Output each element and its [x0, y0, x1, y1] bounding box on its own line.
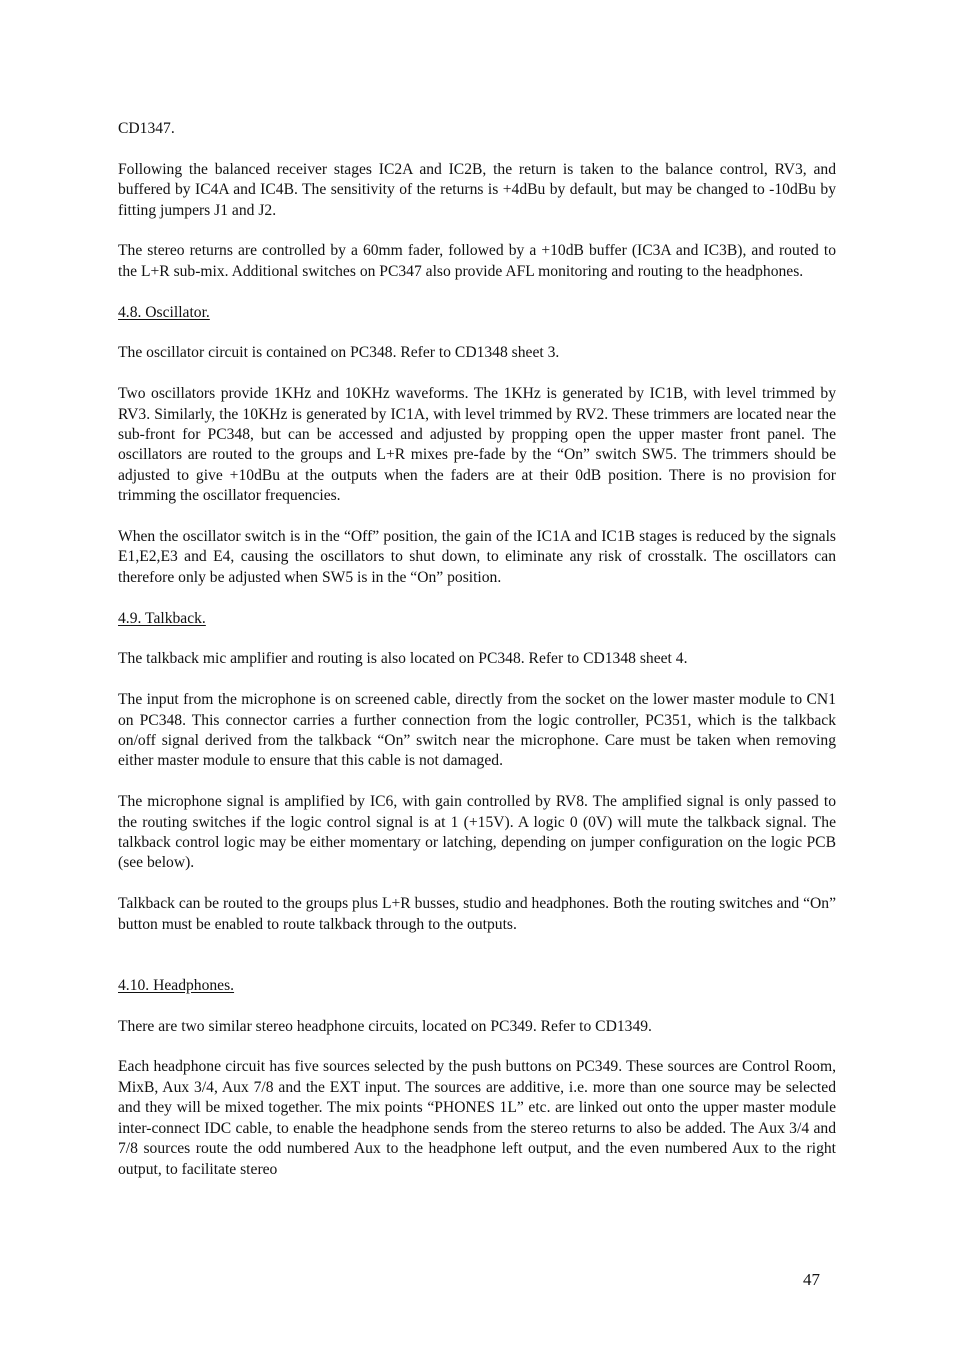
- paragraph-cd1347: CD1347.: [118, 120, 175, 137]
- page-number: 47: [803, 1270, 820, 1289]
- paragraph-spacer: [118, 221, 836, 241]
- paragraph-headphones-sources: Each headphone circuit has five sources selected by the push buttons on PC349. These sources are Control Room, MixB, Aux 3/4, Aux 7/8 and the EXT input. The sources are additive, i.e. more than one source may be selected and they will be mixed together. The mix points “PHONES 1L” etc. are linked out onto the upper master module inter-connect IDC cable, to enable the headphone sends from the stereo returns to also be added. The Aux 3/4 and 7/8 sources route the odd numbered Aux to the headphone left output, and the even numbered Aux to the right output, to facilitate stereo: [118, 1058, 836, 1178]
- paragraph-balanced-receiver: Following the balanced receiver stages IC2A and IC2B, the return is taken to the balance control, RV3, and buffered by IC4A and IC4B. The sensitivity of the returns is +4dBu by default, but may be changed to -10dBu by fitting jumpers J1 and J2.: [118, 160, 836, 219]
- paragraph-spacer: [118, 282, 836, 302]
- paragraph-spacer: [118, 323, 836, 343]
- paragraph-stereo-returns: The stereo returns are controlled by a 60mm fader, followed by a +10dB buffer (IC3A and IC3B), and routed to the L+R sub-mix. Additional switches on PC347 also provide AFL monitoring and routing to the headphones.: [118, 242, 836, 280]
- paragraph-talkback-amplified: The microphone signal is amplified by IC6, with gain controlled by RV8. The amplified signal is only passed to the routing switches if the logic control signal is at 1 (+15V). A logic 0 (0V) will mute the talkback signal. The talkback control logic may be either momentary or latching, depending on jumper configuration on the logic PCB (see below).: [118, 793, 836, 872]
- paragraph-spacer: [118, 629, 836, 649]
- paragraph-oscillator-waveforms: Two oscillators provide 1KHz and 10KHz waveforms. The 1KHz is generated by IC1B, with level trimmed by RV3. Similarly, the 10KHz is generated by IC1A, with level trimmed by RV2. These trimmers are located near the sub-front for PC348, but can be accessed and adjusted by propping open the upper master front panel. The oscillators are routed to the groups and L+R mixes pre-fade by the “On” switch SW5. The trimmers should be adjusted to give +10dBu at the outputs when the faders are at their 0dB position. There is no provision for trimming the oscillator frequencies.: [118, 385, 836, 505]
- paragraph-spacer: [118, 588, 836, 608]
- heading-headphones: 4.10. Headphones.: [118, 976, 235, 994]
- paragraph-oscillator-off: When the oscillator switch is in the “Off” position, the gain of the IC1A and IC1B stages is reduced by the signals E1,E2,E3 and E4, causing the oscillators to shut down, to eliminate any risk of crosstalk. The oscillators can therefore only be adjusted when SW5 is in the “On” position.: [118, 528, 836, 586]
- paragraph-spacer: [118, 996, 836, 1016]
- paragraph-spacer: [118, 1037, 836, 1057]
- heading-talkback: 4.9. Talkback.: [118, 609, 206, 627]
- paragraph-oscillator-location: The oscillator circuit is contained on PC348. Refer to CD1348 sheet 3.: [118, 344, 560, 362]
- paragraph-spacer: [118, 670, 836, 690]
- paragraph-spacer: [118, 364, 836, 384]
- paragraph-spacer: [118, 139, 836, 159]
- paragraph-talkback-input: The input from the microphone is on screened cable, directly from the socket on the lower master module to CN1 on PC348. This connector carries a further connection from the logic controller, PC351, which is the talkback on/off signal derived from the talkback “On” switch near the microphone. Care must be taken when removing either master module to ensure that this cable is not damaged.: [118, 691, 836, 770]
- paragraph-spacer: [118, 874, 836, 894]
- heading-oscillator: 4.8. Oscillator.: [118, 303, 210, 321]
- paragraph-headphones-circuits: There are two similar stereo headphone circuits, located on PC349. Refer to CD1349.: [118, 1017, 652, 1035]
- paragraph-talkback-routing: Talkback can be routed to the groups plus L+R busses, studio and headphones. Both the routing switches and “On” button must be enabled to route talkback through to the outputs.: [118, 895, 836, 933]
- paragraph-spacer: [118, 935, 836, 976]
- document-body: [118, 119, 836, 1180]
- paragraph-talkback-location: The talkback mic amplifier and routing is also located on PC348. Refer to CD1348 sheet 4.: [118, 650, 688, 668]
- paragraph-spacer: [118, 772, 836, 792]
- paragraph-spacer: [118, 507, 836, 527]
